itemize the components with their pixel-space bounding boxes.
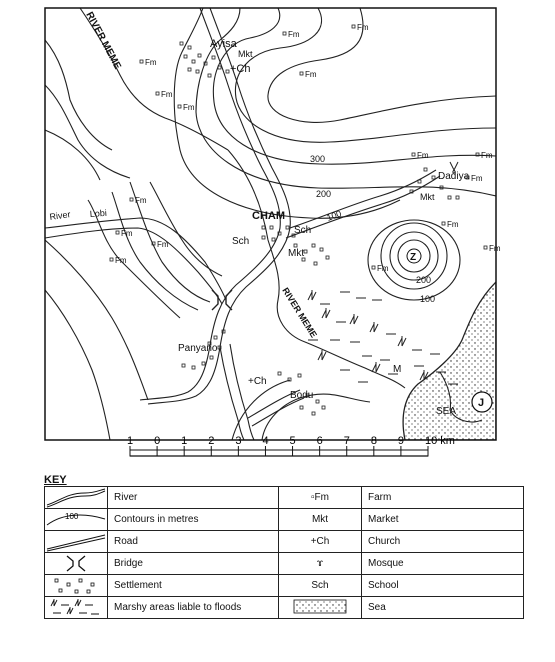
church-label: +Ch — [248, 376, 267, 387]
market-label: Mkt — [420, 192, 435, 202]
key-row — [45, 509, 524, 531]
contour-key-value: 100 — [65, 512, 79, 521]
contour-line — [150, 182, 222, 276]
farm-label: Fm — [183, 103, 195, 112]
place-bodu: Bodu — [290, 390, 314, 401]
settlement-symbol — [45, 575, 108, 597]
contour-line — [45, 40, 112, 150]
marsh-symbol — [45, 597, 108, 619]
road-east — [290, 170, 436, 228]
place-cham: CHAM — [252, 210, 285, 222]
church-label: +Ch — [230, 63, 251, 75]
scale-tick-label: 5 — [289, 435, 296, 447]
farm-label: Fm — [121, 229, 133, 238]
farm-label: Fm — [447, 220, 459, 229]
road-south-b — [230, 344, 254, 440]
scale-tick-label: 6 — [316, 435, 323, 447]
farm-label: Fm — [135, 196, 147, 205]
key-label: Bridge — [108, 553, 279, 575]
contour-value: 100 — [325, 208, 343, 223]
key-label: Contours in metres — [108, 509, 279, 531]
church-symbol: +Ch — [279, 531, 362, 553]
river-lobi-label: Lobi — [89, 207, 108, 219]
scale-tick-label: 8 — [370, 435, 377, 447]
school-label: Sch — [294, 225, 312, 236]
farm-label: Fm — [288, 30, 300, 39]
farm-label: Fm — [145, 58, 157, 67]
scale-tick-label: 2 — [208, 435, 215, 447]
contour-line — [174, 8, 400, 218]
road-symbol — [45, 531, 108, 553]
market-symbol: Mkt — [279, 509, 362, 531]
contour-line — [45, 290, 110, 440]
contour-symbol — [45, 509, 108, 531]
farm-label: Fm — [481, 151, 493, 160]
key-label: Mosque — [362, 553, 524, 575]
road-bodu-b — [252, 398, 304, 426]
sea-label: SEA — [436, 406, 457, 417]
point-j-label: J — [478, 397, 485, 409]
river-symbol — [45, 487, 108, 509]
contour-line — [45, 240, 148, 400]
scale-tick-label: 0 — [154, 435, 161, 447]
key-label: Church — [362, 531, 524, 553]
place-dadiya: Dadiya — [438, 171, 470, 182]
key-label: Sea — [362, 597, 524, 619]
contour-line — [45, 130, 100, 180]
key-row — [45, 553, 524, 575]
key-label: Settlement — [108, 575, 279, 597]
place-panyano: Panyano — [178, 343, 218, 354]
contour-line — [268, 8, 496, 122]
key-label: Road — [108, 531, 279, 553]
school-label: Sch — [232, 236, 250, 247]
farm-label: Fm — [489, 244, 501, 253]
scale-tick-label: 4 — [262, 435, 269, 447]
scale-tick-label: 7 — [343, 435, 350, 447]
key-label: Market — [362, 509, 524, 531]
scale-tick-label: 9 — [397, 435, 405, 447]
key-label: School — [362, 575, 524, 597]
scale-tick-label: 10 km — [425, 435, 455, 447]
key-row — [45, 487, 524, 509]
hill-z-label: Z — [410, 252, 417, 263]
farm-label: Fm — [357, 23, 369, 32]
contour-value: 200 — [316, 189, 332, 199]
key-label: Farm — [362, 487, 524, 509]
scale-tick-label: 1 — [127, 435, 134, 447]
river-meme-label: RIVER MEME — [280, 285, 319, 340]
bridge-symbol — [212, 290, 232, 310]
map-key-table — [44, 486, 524, 619]
scale-tick-label: 3 — [235, 435, 242, 447]
key-row — [45, 597, 524, 619]
contour-value: 100 — [420, 294, 436, 304]
key-row — [45, 575, 524, 597]
point-m-label: M — [393, 364, 402, 375]
school-symbol: Sch — [279, 575, 362, 597]
key-title: KEY — [44, 474, 67, 486]
key-label: River — [108, 487, 279, 509]
farm-label: Fm — [471, 174, 483, 183]
farm-symbol: ▫Fm — [279, 487, 362, 509]
market-label: Mkt — [288, 248, 305, 259]
market-label: Mkt — [238, 49, 253, 59]
sea-symbol — [279, 597, 362, 619]
contour-line — [213, 8, 496, 164]
river-meme-label: RIVER MEME — [83, 10, 123, 72]
contour-value: 200 — [416, 275, 432, 285]
map-frame — [45, 8, 496, 440]
river-lobi-label: River — [48, 209, 72, 222]
place-ayisa: Ayisa — [210, 38, 237, 50]
contour-value: 300 — [310, 154, 326, 164]
farm-label: Fm — [115, 256, 127, 265]
road-main-b — [148, 8, 290, 404]
bridge-symbol — [45, 553, 108, 575]
farm-label: Fm — [417, 151, 429, 160]
key-row — [45, 531, 524, 553]
key-label: Marshy areas liable to floods — [108, 597, 279, 619]
farm-label: Fm — [161, 90, 173, 99]
contour-line — [112, 192, 198, 310]
farm-label: Fm — [377, 264, 389, 273]
contour-line — [45, 85, 130, 178]
mosque-symbol: ɤ — [279, 553, 362, 575]
river-lobi — [45, 218, 226, 300]
scale-tick-label: 1 — [181, 435, 188, 447]
farm-label: Fm — [157, 240, 169, 249]
farm-label: Fm — [305, 70, 317, 79]
